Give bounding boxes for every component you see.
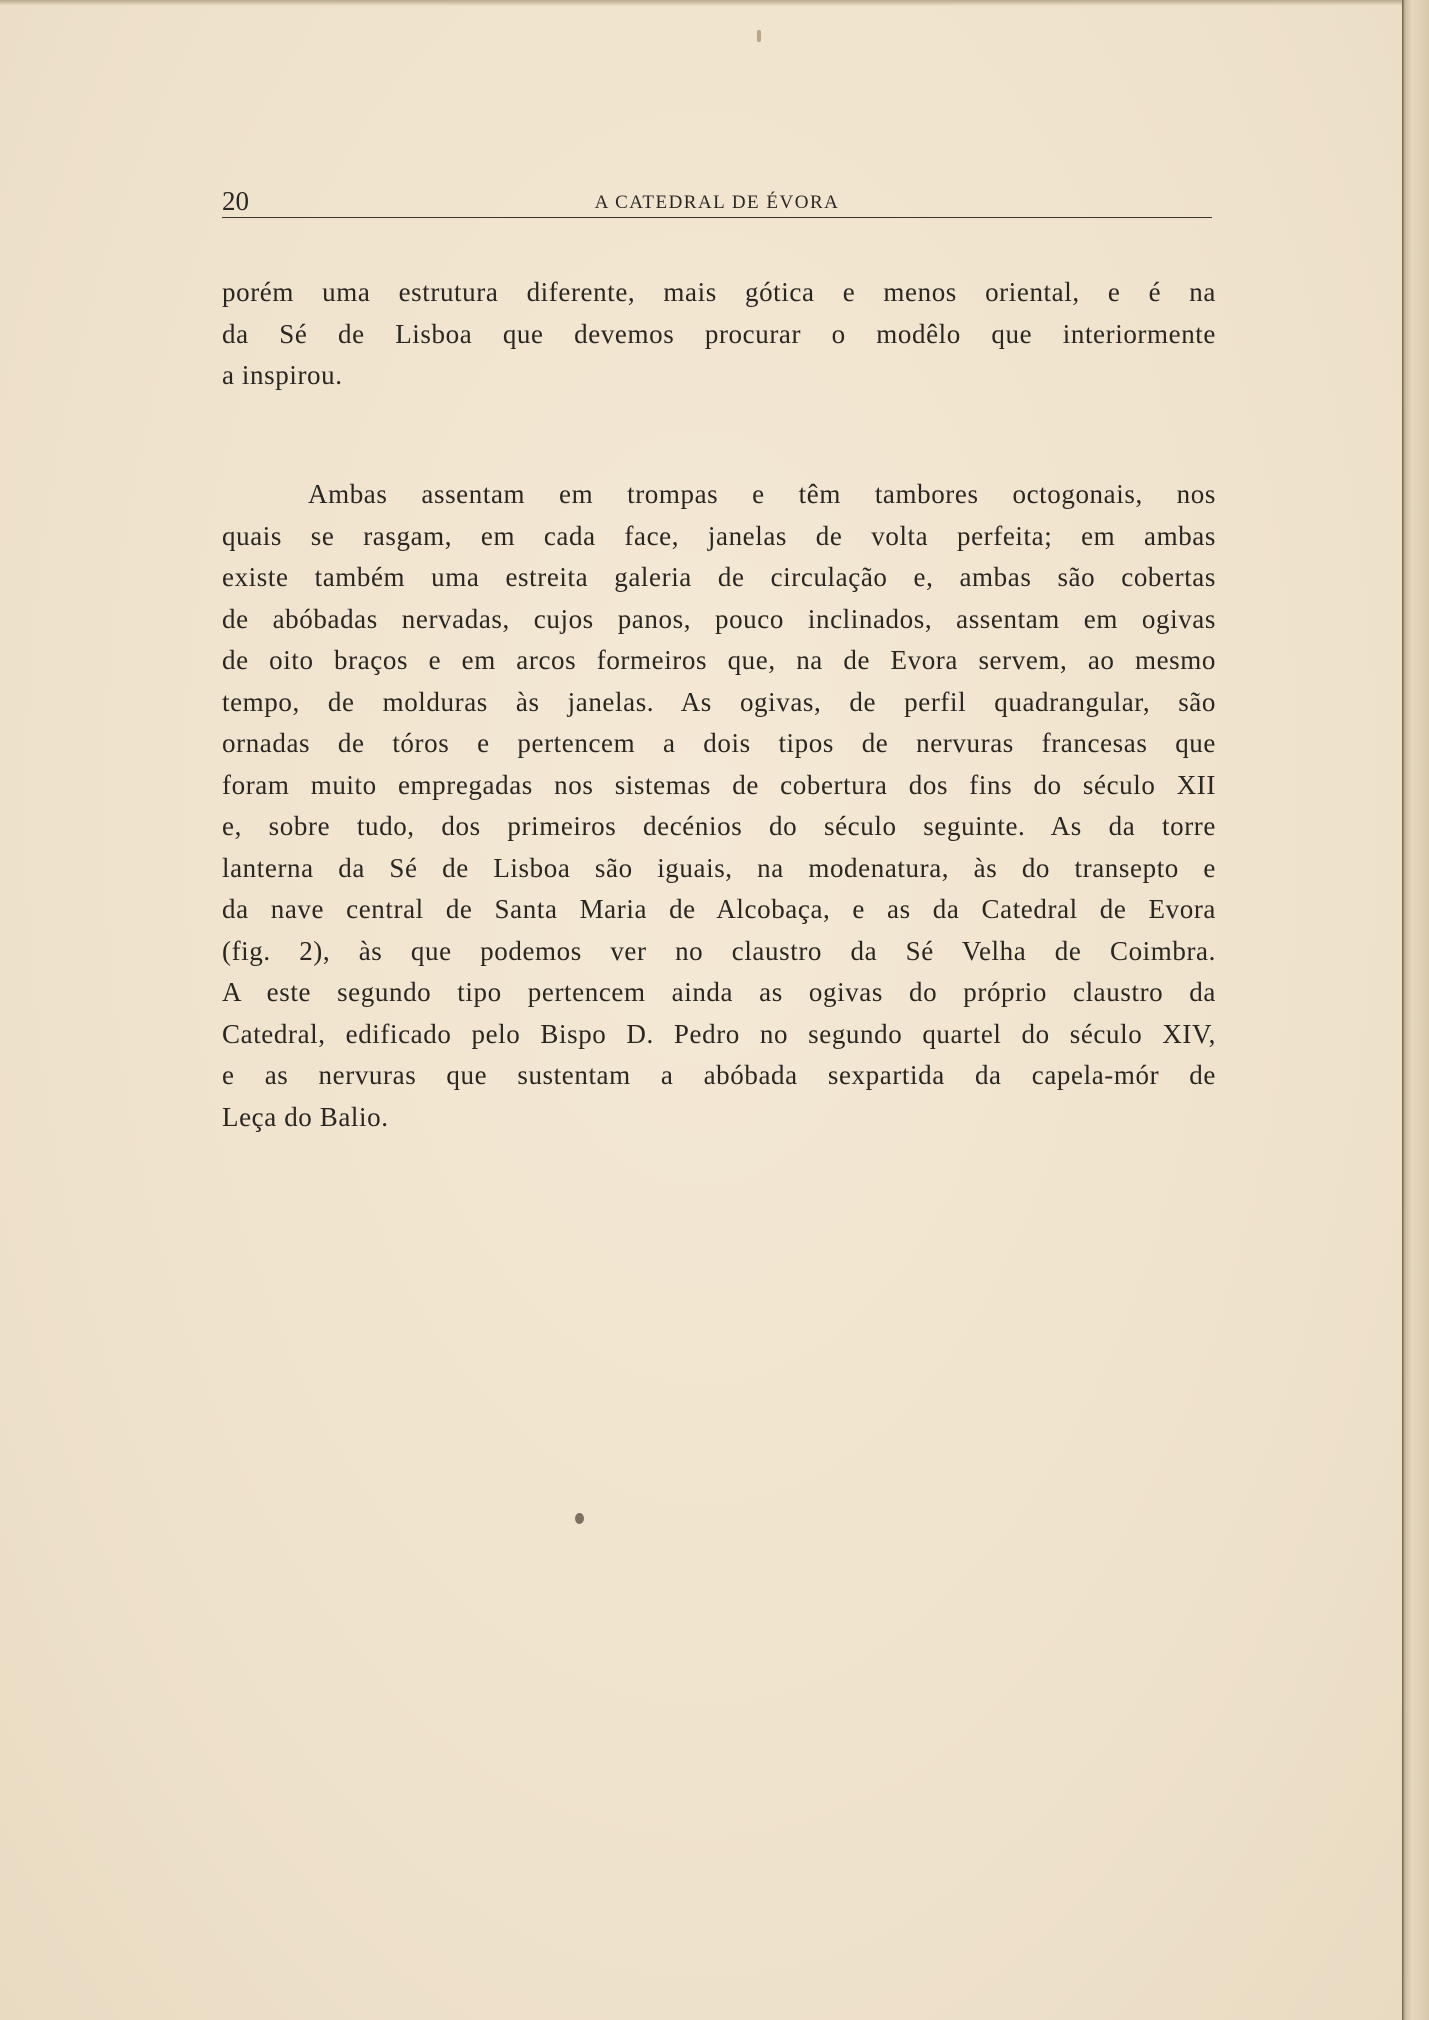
page-spine-edge	[1402, 0, 1429, 2020]
text-line: ornadas de tóros e pertencem a dois tipos de nervuras francesas que	[222, 728, 1216, 758]
text-line: tempo, de molduras às janelas. As ogivas, de perfil quadrangular, são	[222, 686, 1216, 717]
text-line: e as nervuras que sustentam a abóbada sexpartida da capela-mór de	[222, 1060, 1216, 1090]
text-line: A este segundo tipo pertencem ainda as ogivas do próprio claustro da	[222, 977, 1216, 1007]
page-top-edge	[0, 0, 1402, 6]
paragraph-2	[222, 474, 1216, 1138]
text-line: existe também uma estreita galeria de circulação e, ambas são cobertas	[222, 562, 1216, 592]
text-line: porém uma estrutura diferente, mais gótica e menos oriental, e é na	[222, 277, 1216, 307]
text-line: foram muito empregadas nos sistemas de cobertura dos fins do século XII	[222, 769, 1216, 800]
text-line: e, sobre tudo, dos primeiros decénios do século seguinte. As da torre	[222, 811, 1216, 841]
text-line: da Sé de Lisboa que devemos procurar o modêlo que interiormente	[222, 318, 1216, 349]
page-number: 20	[222, 186, 249, 216]
ink-speck	[757, 30, 761, 42]
text-line: Ambas assentam em trompas e têm tambores octogonais, nos	[308, 479, 1216, 509]
text-line: Catedral, edificado pelo Bispo D. Pedro no segundo quartel do século XIV,	[222, 1018, 1216, 1049]
text-line: Leça do Balio.	[222, 1101, 389, 1132]
running-title: A CATEDRAL DE ÉVORA	[594, 192, 840, 213]
text-line: a inspirou.	[222, 360, 343, 390]
text-line: de oito braços e em arcos formeiros que, na de Evora servem, ao mesmo	[222, 645, 1216, 675]
text-line: quais se rasgam, em cada face, janelas de volta perfeita; em ambas	[222, 520, 1216, 551]
ink-speck	[575, 1513, 584, 1524]
text-line: (fig. 2), às que podemos ver no claustro da Sé Velha de Coimbra.	[222, 935, 1216, 966]
paragraph-1	[222, 272, 1216, 397]
text-line: de abóbadas nervadas, cujos panos, pouco inclinados, assentam em ogivas	[222, 603, 1216, 634]
text-line: da nave central de Santa Maria de Alcobaça, e as da Catedral de Evora	[222, 894, 1216, 924]
text-line: lanterna da Sé de Lisboa são iguais, na modenatura, às do transepto e	[222, 852, 1216, 883]
running-head	[222, 186, 1212, 220]
header-rule	[222, 217, 1212, 218]
